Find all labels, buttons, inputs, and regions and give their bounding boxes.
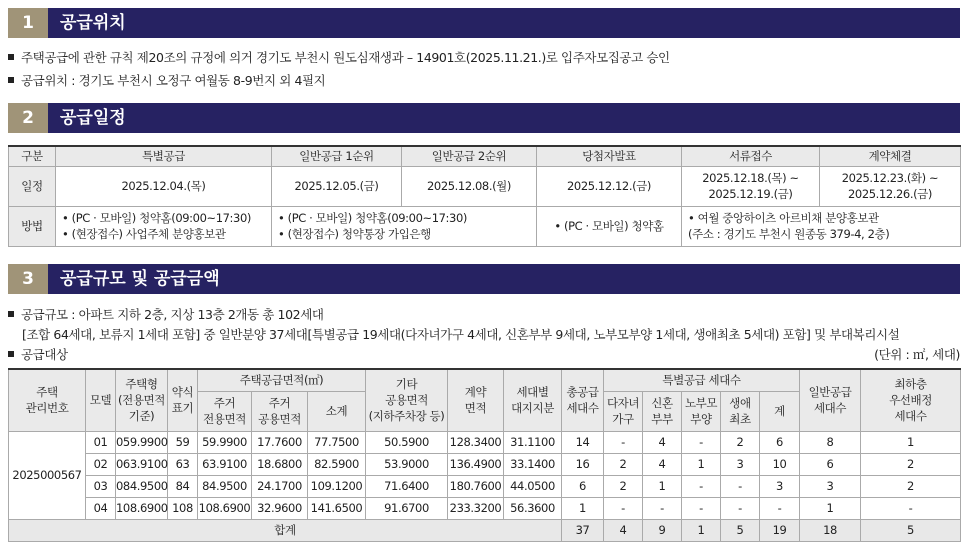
table-cell: 44.0500 [504, 475, 562, 497]
table-cell: 180.7600 [448, 475, 504, 497]
col-header: 주택형 (전용면적 기준) [116, 369, 168, 431]
table-cell: 6 [562, 475, 604, 497]
total-cell: 9 [643, 519, 682, 541]
section-number: 2 [8, 103, 48, 133]
table-cell: 6 [760, 431, 800, 453]
cell: • (PC · 모바일) 청약홈(09:00~17:30) • (현장접수) 청약통장 가입은행 [272, 206, 537, 246]
col-header: 일반공급 2순위 [402, 146, 537, 166]
row-label: 일정 [9, 166, 56, 206]
table-cell: - [721, 475, 760, 497]
table-row [9, 475, 961, 497]
table-cell: 2 [861, 475, 961, 497]
table-cell: 108.6900 [198, 497, 252, 519]
total-label: 합계 [9, 519, 562, 541]
table-cell: 4 [643, 453, 682, 475]
cell: 2025.12.12.(금) [537, 166, 682, 206]
col-header: 세대별 대지지분 [504, 369, 562, 431]
supply-table [8, 368, 961, 542]
col-header: 소계 [308, 391, 366, 431]
table-cell: - [604, 497, 643, 519]
col-header: 최하층 우선배정 세대수 [861, 369, 961, 431]
section-title: 공급일정 [60, 108, 126, 128]
table-cell: 59 [168, 431, 198, 453]
section-number: 1 [8, 8, 48, 38]
table-cell: 063.9100 [116, 453, 168, 475]
table-row [9, 497, 961, 519]
col-header: 일반공급 세대수 [800, 369, 861, 431]
table-cell: 128.3400 [448, 431, 504, 453]
table-cell: 2 [604, 475, 643, 497]
cell: 2025.12.18.(목) ~ 2025.12.19.(금) [682, 166, 820, 206]
section-header-1 [8, 8, 960, 38]
table-cell: 31.1100 [504, 431, 562, 453]
col-header: 모델 [86, 369, 116, 431]
table-cell: 4 [643, 431, 682, 453]
table-cell: 108.6900 [116, 497, 168, 519]
section-header-2 [8, 103, 960, 133]
table-cell: 136.4900 [448, 453, 504, 475]
table-cell: 1 [643, 475, 682, 497]
col-header: 주택공급면적(㎡) [198, 369, 366, 391]
table-cell: - [682, 431, 721, 453]
table-cell: 084.9500 [116, 475, 168, 497]
col-header: 일반공급 1순위 [272, 146, 402, 166]
table-cell: - [760, 497, 800, 519]
col-header: 특별공급 세대수 [604, 369, 800, 391]
table-cell: 108 [168, 497, 198, 519]
table-cell: 1 [800, 497, 861, 519]
col-header: 기타 공용면적 (지하주차장 등) [366, 369, 448, 431]
table-cell: 50.5900 [366, 431, 448, 453]
col-header: 주택 관리번호 [9, 369, 86, 431]
col-header: 계약체결 [820, 146, 961, 166]
table-cell: - [861, 497, 961, 519]
table-cell: 109.1200 [308, 475, 366, 497]
schedule-row [9, 166, 961, 206]
table-cell: 1 [861, 431, 961, 453]
section-header-3 [8, 264, 960, 294]
table-row [9, 453, 961, 475]
method-row [9, 206, 961, 246]
row-label: 방법 [9, 206, 56, 246]
col-header: 계 [760, 391, 800, 431]
table-cell: - [721, 497, 760, 519]
table-cell: 32.9600 [252, 497, 308, 519]
table-cell: - [604, 431, 643, 453]
col-header: 계약 면적 [448, 369, 504, 431]
col-header: 노부모 부양 [682, 391, 721, 431]
col-header: 다자녀 가구 [604, 391, 643, 431]
table-cell: 59.9900 [198, 431, 252, 453]
total-cell: 5 [861, 519, 961, 541]
table-cell: 03 [86, 475, 116, 497]
table-cell: 3 [721, 453, 760, 475]
col-header: 총공급 세대수 [562, 369, 604, 431]
table-cell: 14 [562, 431, 604, 453]
table-cell: 84.9500 [198, 475, 252, 497]
table-cell: 2 [861, 453, 961, 475]
cell: 2025.12.23.(화) ~ 2025.12.26.(금) [820, 166, 961, 206]
cell: • 여월 중앙하이츠 아르비채 분양홍보관 (주소 : 경기도 부천시 원종동 379-4, 2층) [682, 206, 961, 246]
col-header: 특별공급 [56, 146, 272, 166]
table-cell: - [682, 475, 721, 497]
table-cell: 16 [562, 453, 604, 475]
total-cell: 18 [800, 519, 861, 541]
col-header: 약식 표기 [168, 369, 198, 431]
table-cell: - [643, 497, 682, 519]
table-cell: 01 [86, 431, 116, 453]
table-cell: 233.3200 [448, 497, 504, 519]
col-header: 주거 전용면적 [198, 391, 252, 431]
table-cell: 71.6400 [366, 475, 448, 497]
table-cell: 63.9100 [198, 453, 252, 475]
table-row [9, 431, 961, 453]
unit-label: (단위 : ㎡, 세대) [874, 347, 960, 362]
schedule-table [8, 145, 961, 247]
col-header: 생애 최초 [721, 391, 760, 431]
scale-line: 공급규모 : 아파트 지하 2층, 지상 13층 2개동 총 102세대 [8, 305, 324, 323]
approval-line: 주택공급에 관한 규칙 제20조의 규정에 의거 경기도 부천시 원도심재생과 – 14901호(2025.11.21.)로 입주자모집공고 승인 [8, 48, 670, 66]
scale-detail-line: [조합 64세대, 보류지 1세대 포함] 중 일반분양 37세대[특별공급 19세대(다자녀가구 4세대, 신혼부부 9세대, 노부모부양 1세대, 생애최초 5세대) 포함] 및 부대복리시설 [22, 327, 900, 342]
col-header: 당첨자발표 [537, 146, 682, 166]
table-cell: 18.6800 [252, 453, 308, 475]
table-cell: 10 [760, 453, 800, 475]
table-cell: 141.6500 [308, 497, 366, 519]
table-cell: 82.5900 [308, 453, 366, 475]
cell: 2025.12.04.(목) [56, 166, 272, 206]
table-cell: 77.7500 [308, 431, 366, 453]
total-cell: 4 [604, 519, 643, 541]
table-cell: 04 [86, 497, 116, 519]
cell: • (PC · 모바일) 청약홈 [537, 206, 682, 246]
total-cell: 37 [562, 519, 604, 541]
table-cell: 1 [682, 453, 721, 475]
cell: 2025.12.08.(월) [402, 166, 537, 206]
table-cell: 84 [168, 475, 198, 497]
col-header: 구분 [9, 146, 56, 166]
table-cell: 02 [86, 453, 116, 475]
table-cell: 24.1700 [252, 475, 308, 497]
target-line: 공급대상 [8, 345, 68, 363]
col-header: 서류접수 [682, 146, 820, 166]
table-cell: 3 [760, 475, 800, 497]
table-cell: 8 [800, 431, 861, 453]
cell: 2025.12.05.(금) [272, 166, 402, 206]
table-cell: 1 [562, 497, 604, 519]
table-cell: 63 [168, 453, 198, 475]
table-cell: 6 [800, 453, 861, 475]
table-cell: 91.6700 [366, 497, 448, 519]
cell: • (PC · 모바일) 청약홈(09:00~17:30) • (현장접수) 사업주체 분양홍보관 [56, 206, 272, 246]
col-header: 신혼 부부 [643, 391, 682, 431]
table-cell: 2 [604, 453, 643, 475]
section-title: 공급위치 [60, 13, 126, 33]
table-cell: 3 [800, 475, 861, 497]
table-cell: 059.9900 [116, 431, 168, 453]
table-cell: 17.7600 [252, 431, 308, 453]
total-cell: 1 [682, 519, 721, 541]
total-row [9, 519, 961, 541]
mgmt-number: 2025000567 [9, 431, 86, 519]
location-line: 공급위치 : 경기도 부천시 오정구 여월동 8-9번지 외 4필지 [8, 71, 325, 89]
table-cell: 56.3600 [504, 497, 562, 519]
table-cell: - [682, 497, 721, 519]
total-cell: 5 [721, 519, 760, 541]
table-cell: 33.1400 [504, 453, 562, 475]
table-cell: 53.9000 [366, 453, 448, 475]
section-title: 공급규모 및 공급금액 [60, 269, 220, 289]
section-number: 3 [8, 264, 48, 294]
table-cell: 2 [721, 431, 760, 453]
total-cell: 19 [760, 519, 800, 541]
col-header: 주거 공용면적 [252, 391, 308, 431]
